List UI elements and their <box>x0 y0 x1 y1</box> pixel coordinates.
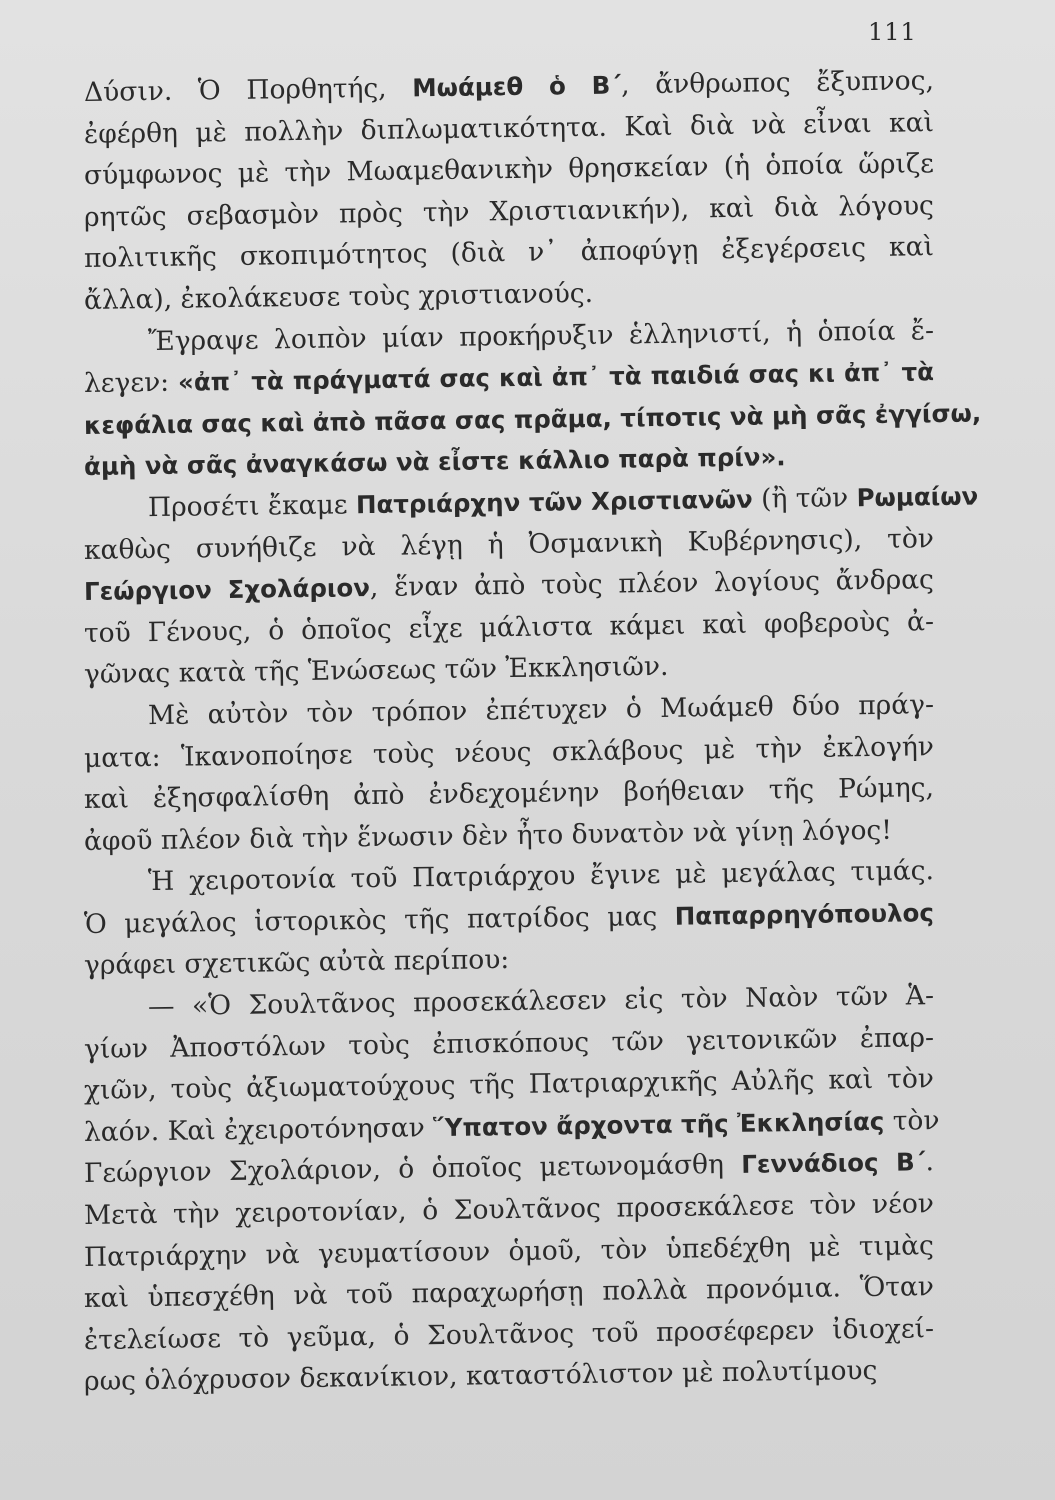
text-span: (ἢ τῶν <box>752 482 857 515</box>
bold-text-span: Ὕπατον ἄρχοντα τῆς Ἐκκλησίας <box>432 1106 885 1142</box>
text-span: Μὲ αὐτὸν τὸν τρόπον ἐπέτυχεν ὁ Μωάμεθ δύο πράγ- <box>147 689 935 732</box>
text-span: Πατριάρχην νὰ γευματίσουν ὁμοῦ, τὸν ὑπεδέχθη μὲ τιμὰς <box>83 1229 935 1273</box>
text-span: γῶνας κατὰ τῆς Ἑνώσεως τῶν Ἐκκλησιῶν. <box>83 651 669 691</box>
text-span: γράφει σχετικῶς αὐτὰ περίπου: <box>83 944 510 982</box>
text-span: Προσέτι ἔκαμε <box>147 489 357 524</box>
text-span: , ἕναν ἀπὸ τοὺς πλέον λογίους ἄνδρας <box>369 564 935 604</box>
body-text <box>83 65 982 1403</box>
bold-text-span: Γεννάδιος Β΄ <box>741 1147 926 1180</box>
text-span: τὸν <box>884 1104 940 1137</box>
text-span: Ὁ μεγάλος ἱστορικὸς τῆς πατρίδος μας <box>83 900 675 940</box>
text-span: λαόν. Καὶ ἐχειροτόνησαν <box>83 1111 434 1148</box>
bold-text-span: Ρωμαίων <box>856 481 979 513</box>
text-span: γίων Ἀποστόλων τοὺς ἐπισκόπους τῶν γειτονικῶν ἐπαρ- <box>83 1021 935 1065</box>
text-span: καὶ ἐξησφαλίσθη ἀπὸ ἐνδεχομένην βοήθειαν τῆς Ρώμης, <box>83 772 935 816</box>
text-span: Μετὰ τὴν χειροτονίαν, ὁ Σουλτᾶνος προσεκάλεσε τὸν νέον <box>83 1188 935 1232</box>
text-span: ἐτελείωσε τὸ γεῦμα, ὁ Σουλτᾶνος τοῦ προσέφερεν ἰδιοχεί- <box>83 1312 935 1356</box>
text-span: . <box>925 1146 935 1178</box>
text-span: — «Ὁ Σουλτᾶνος προσεκάλεσεν εἰς τὸν Ναὸν τῶν Ἁ- <box>147 980 935 1023</box>
page-number: 111 <box>868 18 917 46</box>
text-span: καὶ ὑπεσχέθη νὰ τοῦ παραχωρήσῃ πολλὰ προνόμια. Ὅταν <box>83 1271 935 1315</box>
text-span: ἐφέρθη μὲ πολλὴν διπλωματικότητα. Καὶ διὰ νὰ εἶναι καὶ <box>83 106 935 150</box>
bold-text-span: Μωάμεθ ὁ Β΄ <box>412 70 622 103</box>
bold-text-span: Πατριάρχην τῶν Χριστιανῶν <box>355 484 753 520</box>
text-span: λεγεν: <box>83 366 179 400</box>
text-span: Ἡ χειροτονία τοῦ Πατριάρχου ἔγινε μὲ μεγάλας τιμάς. <box>147 855 935 898</box>
text-span: Δύσιν. Ὁ Πορθητής, <box>83 72 413 108</box>
text-span: τοῦ Γένους, ὁ ὁποῖος εἶχε μάλιστα κάμει καὶ φοβεροὺς ἀ- <box>83 605 935 649</box>
text-span: ἀφοῦ πλέον διὰ τὴν ἕνωσιν δὲν ἦτο δυνατὸν νὰ γίνῃ λόγος! <box>83 814 893 857</box>
bold-text-span: Παπαρρηγόπουλος <box>674 898 935 931</box>
text-span: καθὼς συνήθιζε νὰ λέγῃ ἡ Ὀσμανικὴ Κυβέρνησις), τὸν <box>83 522 935 566</box>
bold-text-span: ἀμὴ νὰ σᾶς ἀναγκάσω νὰ εἶστε κάλλιο παρὰ πρίν». <box>83 442 786 482</box>
text-span: σύμφωνος μὲ τὴν Μωαμεθανικὴν θρησκείαν (ἡ ὁποία ὥριζε <box>83 148 935 192</box>
bold-text-span: κεφάλια σας καὶ ἀπὸ πᾶσα σας πρᾶμα, τίποτις νὰ μὴ σᾶς ἐγγίσω, <box>83 398 982 440</box>
bold-text-span: «ἀπ᾿ τὰ πράγματά σας καὶ ἀπ᾿ τὰ παιδιά σας κι ἀπ᾿ τὰ <box>177 357 935 397</box>
text-span: ἄλλα), ἐκολάκευσε τοὺς χριστιανούς. <box>83 277 594 316</box>
text-span: Γεώργιον Σχολάριον, ὁ ὁποῖος μετωνομάσθη <box>83 1149 742 1190</box>
text-span: ρως ὁλόχρυσον δεκανίκιον, καταστόλιστον μὲ πολυτίμους <box>83 1355 878 1398</box>
text-span: ρητῶς σεβασμὸν πρὸς τὴν Χριστιανικήν), καὶ διὰ λόγους <box>83 189 935 233</box>
bold-text-span: Γεώργιον Σχολάριον <box>83 573 371 607</box>
text-span: πολιτικῆς σκοπιμότητος (διὰ ν᾿ ἀποφύγῃ ἐξεγέρσεις καὶ <box>83 231 935 275</box>
text-span: ματα: Ἱκανοποίησε τοὺς νέους σκλάβους μὲ τὴν ἐκλογήν <box>83 730 935 774</box>
text-span: , ἄνθρωπος ἔξυπνος, <box>620 65 935 101</box>
text-span: χιῶν, τοὺς ἀξιωματούχους τῆς Πατριαρχικῆς Αὐλῆς καὶ τὸν <box>83 1063 935 1107</box>
text-span: Ἔγραψε λοιπὸν μίαν προκήρυξιν ἑλληνιστί, ἡ ὁποία ἔ- <box>147 314 935 357</box>
